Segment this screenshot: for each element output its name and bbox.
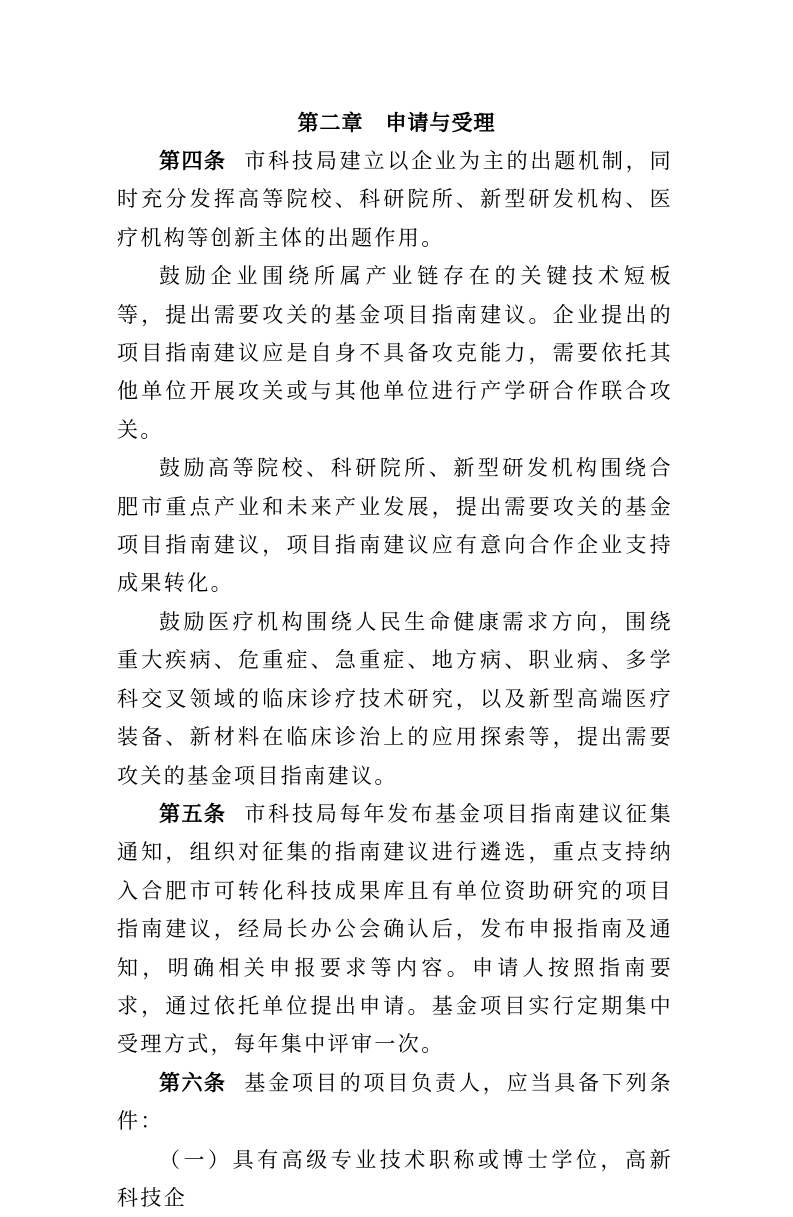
paragraph-text: 市科技局每年发布基金项目指南建议征集通知，组织对征集的指南建议进行遴选，重点支持纳入合肥市可转化科技成果库且有单位资助研究的项目指南建议，经局长办公会确认后，发布申报指南及通知，明确相关申报要求等内容。申请人按照指南要求，通过依托单位提出申请。基金项目实行定期集中受理方式，每年集中评审一次。 bbox=[117, 801, 674, 1057]
paragraph-universities bbox=[117, 449, 673, 603]
paragraph-article-4 bbox=[117, 142, 673, 257]
paragraph-enterprise bbox=[117, 257, 673, 449]
paragraph-text: （一）具有高级专业技术职称或博士学位，高新科技企 bbox=[117, 1147, 673, 1210]
paragraph-text: 鼓励企业围绕所属产业链存在的关键技术短板等，提出需要攻关的基金项目指南建议。企业提出的项目指南建议应是自身不具备攻克能力，需要依托其他单位开展攻关或与其他单位进行产学研合作联合攻关。 bbox=[117, 264, 673, 442]
article-heading: 第五条 bbox=[159, 801, 227, 826]
paragraph-article-6 bbox=[117, 1064, 673, 1141]
article-heading: 第六条 bbox=[159, 1070, 227, 1095]
paragraph-condition-1 bbox=[117, 1141, 673, 1217]
paragraph-medical bbox=[117, 603, 673, 795]
paragraph-text: 鼓励高等院校、科研院所、新型研发机构围绕合肥市重点产业和未来产业发展，提出需要攻关的基金项目指南建议，项目指南建议应有意向合作企业支持成果转化。 bbox=[117, 456, 673, 596]
chapter-title-text: 申请与受理 bbox=[385, 111, 496, 135]
chapter-number: 第二章 bbox=[297, 111, 364, 135]
paragraph-text: 市科技局建立以企业为主的出题机制，同时充分发挥高等院校、科研院所、新型研发机构、医疗机构等创新主体的出题作用。 bbox=[117, 149, 674, 250]
paragraph-article-5 bbox=[117, 795, 673, 1064]
chapter-heading bbox=[0, 103, 793, 143]
document-body bbox=[117, 142, 673, 1217]
paragraph-text: 基金项目的项目负责人，应当具备下列条件： bbox=[117, 1070, 674, 1134]
paragraph-text: 鼓励医疗机构围绕人民生命健康需求方向，围绕重大疾病、危重症、急重症、地方病、职业病、多学科交叉领域的临床诊疗技术研究，以及新型高端医疗装备、新材料在临床诊治上的应用探索等，提出需要攻关的基金项目指南建议。 bbox=[117, 609, 673, 788]
article-heading: 第四条 bbox=[159, 149, 227, 173]
